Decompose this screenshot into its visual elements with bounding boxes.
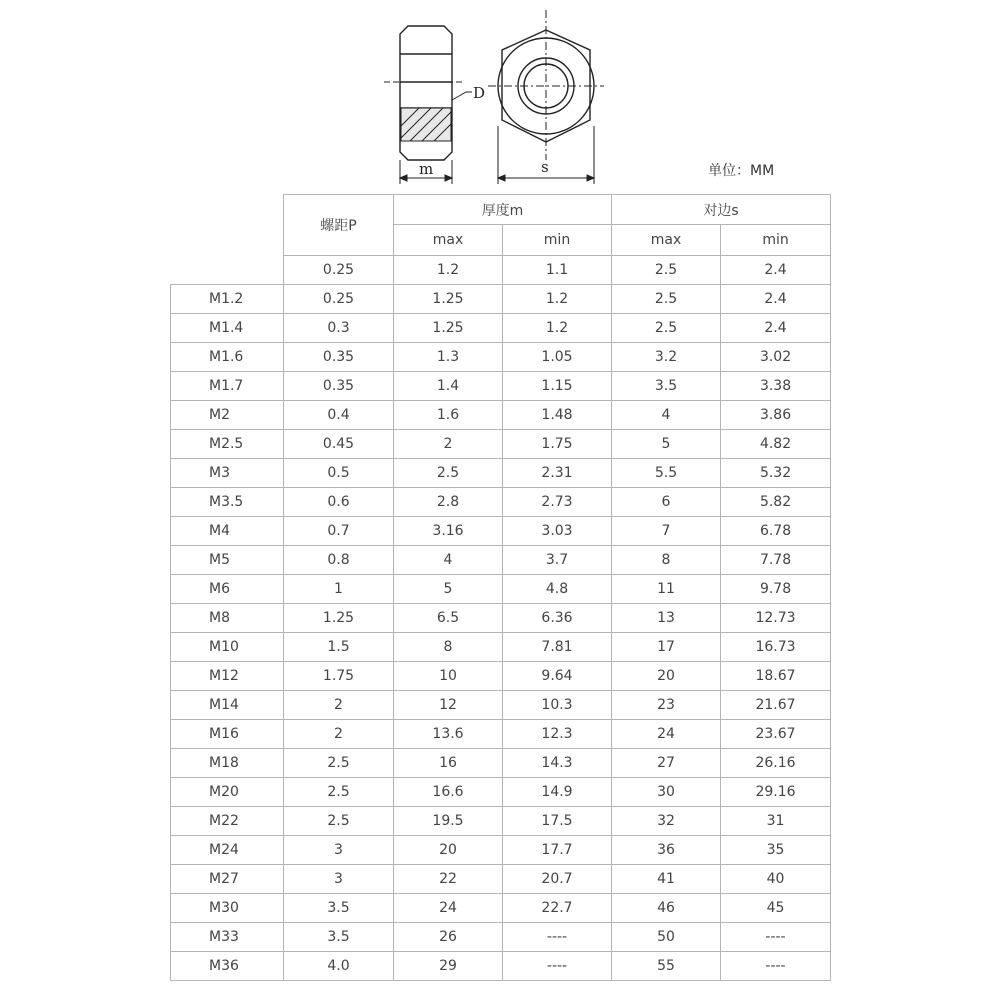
size-cell: M1.7 — [171, 372, 284, 401]
across-flats-max-cell: 11 — [612, 575, 721, 604]
table-row — [171, 343, 831, 372]
table-row — [171, 691, 831, 720]
across-flats-max-cell: 32 — [612, 807, 721, 836]
thickness-min-cell: 1.1 — [503, 256, 612, 285]
across-flats-max-cell: 36 — [612, 836, 721, 865]
thickness-max-cell: 6.5 — [394, 604, 503, 633]
header-thickness: 厚度m — [394, 195, 612, 225]
across-flats-min-cell: 6.78 — [721, 517, 831, 546]
thickness-min-cell: 22.7 — [503, 894, 612, 923]
thickness-max-cell: 16.6 — [394, 778, 503, 807]
across-flats-max-cell: 23 — [612, 691, 721, 720]
thickness-max-cell: 22 — [394, 865, 503, 894]
pitch-cell: 0.3 — [284, 314, 394, 343]
pitch-cell: 4.0 — [284, 952, 394, 981]
across-flats-min-cell: ---- — [721, 952, 831, 981]
thickness-min-cell: ---- — [503, 952, 612, 981]
thickness-min-cell: 2.31 — [503, 459, 612, 488]
thickness-min-cell: 9.64 — [503, 662, 612, 691]
across-flats-min-cell: 40 — [721, 865, 831, 894]
thickness-max-cell: 19.5 — [394, 807, 503, 836]
table-row — [171, 430, 831, 459]
thickness-max-cell: 2.8 — [394, 488, 503, 517]
pitch-cell: 3.5 — [284, 894, 394, 923]
header-m-max: max — [394, 225, 503, 256]
header-pitch: 螺距P — [284, 195, 394, 256]
table-row — [171, 894, 831, 923]
pitch-cell: 1.25 — [284, 604, 394, 633]
thickness-max-cell: 29 — [394, 952, 503, 981]
table-row — [171, 314, 831, 343]
pitch-cell: 3.5 — [284, 923, 394, 952]
size-cell: M1.4 — [171, 314, 284, 343]
across-flats-min-cell: 45 — [721, 894, 831, 923]
thickness-min-cell: 1.48 — [503, 401, 612, 430]
pitch-cell: 2 — [284, 691, 394, 720]
across-flats-min-cell: 23.67 — [721, 720, 831, 749]
nut-spec-table — [170, 194, 831, 981]
size-cell: M12 — [171, 662, 284, 691]
size-cell: M30 — [171, 894, 284, 923]
table-row — [171, 459, 831, 488]
thickness-max-cell: 10 — [394, 662, 503, 691]
pitch-cell: 0.35 — [284, 372, 394, 401]
pitch-cell: 0.25 — [284, 256, 394, 285]
header-across-flats: 对边s — [612, 195, 831, 225]
thickness-max-cell: 2 — [394, 430, 503, 459]
thickness-max-cell: 1.6 — [394, 401, 503, 430]
label-m: m — [419, 160, 434, 178]
across-flats-max-cell: 55 — [612, 952, 721, 981]
thickness-min-cell: 17.5 — [503, 807, 612, 836]
thickness-min-cell: 14.3 — [503, 749, 612, 778]
table-row — [171, 575, 831, 604]
across-flats-min-cell: 3.86 — [721, 401, 831, 430]
across-flats-min-cell: 3.38 — [721, 372, 831, 401]
thickness-min-cell: 10.3 — [503, 691, 612, 720]
pitch-cell: 3 — [284, 836, 394, 865]
across-flats-min-cell: 5.82 — [721, 488, 831, 517]
across-flats-max-cell: 2.5 — [612, 285, 721, 314]
size-cell: M3.5 — [171, 488, 284, 517]
table-row — [171, 807, 831, 836]
table-row — [171, 488, 831, 517]
across-flats-min-cell: 18.67 — [721, 662, 831, 691]
thickness-max-cell: 1.25 — [394, 285, 503, 314]
across-flats-min-cell: 21.67 — [721, 691, 831, 720]
size-cell: M4 — [171, 517, 284, 546]
table-row — [171, 952, 831, 981]
size-cell: M22 — [171, 807, 284, 836]
thickness-max-cell: 24 — [394, 894, 503, 923]
thickness-max-cell: 26 — [394, 923, 503, 952]
thickness-max-cell: 4 — [394, 546, 503, 575]
pitch-cell: 0.35 — [284, 343, 394, 372]
pitch-cell: 2.5 — [284, 807, 394, 836]
size-cell: M2 — [171, 401, 284, 430]
thickness-min-cell: 14.9 — [503, 778, 612, 807]
across-flats-min-cell: 31 — [721, 807, 831, 836]
section-hatch — [401, 108, 451, 141]
thickness-min-cell: 3.7 — [503, 546, 612, 575]
thickness-max-cell: 1.4 — [394, 372, 503, 401]
table-row — [171, 633, 831, 662]
header-s-min: min — [721, 225, 831, 256]
across-flats-min-cell: 9.78 — [721, 575, 831, 604]
thickness-min-cell: 12.3 — [503, 720, 612, 749]
pitch-cell: 0.4 — [284, 401, 394, 430]
size-cell: M27 — [171, 865, 284, 894]
table-body — [171, 256, 831, 981]
across-flats-max-cell: 50 — [612, 923, 721, 952]
across-flats-max-cell: 41 — [612, 865, 721, 894]
header-blank-cell — [171, 195, 284, 256]
across-flats-min-cell: 12.73 — [721, 604, 831, 633]
table-row — [171, 836, 831, 865]
across-flats-max-cell: 5 — [612, 430, 721, 459]
across-flats-max-cell: 30 — [612, 778, 721, 807]
across-flats-max-cell: 13 — [612, 604, 721, 633]
pitch-cell: 0.25 — [284, 285, 394, 314]
thickness-max-cell: 13.6 — [394, 720, 503, 749]
across-flats-min-cell: 29.16 — [721, 778, 831, 807]
size-cell: M16 — [171, 720, 284, 749]
size-cell: M10 — [171, 633, 284, 662]
size-cell: M3 — [171, 459, 284, 488]
table-row — [171, 865, 831, 894]
table-row — [171, 923, 831, 952]
pitch-cell: 2.5 — [284, 778, 394, 807]
pitch-cell: 2.5 — [284, 749, 394, 778]
across-flats-min-cell: ---- — [721, 923, 831, 952]
table-row — [171, 604, 831, 633]
across-flats-min-cell: 35 — [721, 836, 831, 865]
size-cell: M20 — [171, 778, 284, 807]
unit-label: 单位：MM — [708, 163, 775, 179]
thickness-min-cell: 1.05 — [503, 343, 612, 372]
thickness-min-cell: 1.15 — [503, 372, 612, 401]
table-row — [171, 662, 831, 691]
across-flats-min-cell: 5.32 — [721, 459, 831, 488]
pitch-cell: 0.8 — [284, 546, 394, 575]
table-row — [171, 749, 831, 778]
across-flats-max-cell: 17 — [612, 633, 721, 662]
pitch-cell: 2 — [284, 720, 394, 749]
across-flats-max-cell: 2.5 — [612, 314, 721, 343]
thickness-min-cell: 6.36 — [503, 604, 612, 633]
table-row — [171, 256, 831, 285]
pitch-cell: 0.6 — [284, 488, 394, 517]
pitch-cell: 3 — [284, 865, 394, 894]
thickness-max-cell: 1.3 — [394, 343, 503, 372]
header-s-max: max — [612, 225, 721, 256]
pitch-cell: 1 — [284, 575, 394, 604]
across-flats-max-cell: 6 — [612, 488, 721, 517]
table-row — [171, 401, 831, 430]
across-flats-max-cell: 46 — [612, 894, 721, 923]
across-flats-max-cell: 5.5 — [612, 459, 721, 488]
table-row — [171, 372, 831, 401]
thickness-max-cell: 20 — [394, 836, 503, 865]
label-d: D — [473, 84, 486, 102]
thickness-max-cell: 16 — [394, 749, 503, 778]
pitch-cell: 0.7 — [284, 517, 394, 546]
size-cell: M18 — [171, 749, 284, 778]
thickness-min-cell: 1.2 — [503, 285, 612, 314]
thickness-max-cell: 1.25 — [394, 314, 503, 343]
across-flats-min-cell: 7.78 — [721, 546, 831, 575]
size-cell — [171, 256, 284, 285]
thickness-min-cell: 1.75 — [503, 430, 612, 459]
thickness-max-cell: 5 — [394, 575, 503, 604]
size-cell: M6 — [171, 575, 284, 604]
thickness-max-cell: 2.5 — [394, 459, 503, 488]
across-flats-max-cell: 20 — [612, 662, 721, 691]
thickness-min-cell: 1.2 — [503, 314, 612, 343]
header-m-min: min — [503, 225, 612, 256]
across-flats-min-cell: 2.4 — [721, 285, 831, 314]
across-flats-max-cell: 2.5 — [612, 256, 721, 285]
thickness-max-cell: 3.16 — [394, 517, 503, 546]
table-row — [171, 778, 831, 807]
size-cell: M36 — [171, 952, 284, 981]
thickness-min-cell: 20.7 — [503, 865, 612, 894]
size-cell: M1.2 — [171, 285, 284, 314]
across-flats-min-cell: 4.82 — [721, 430, 831, 459]
across-flats-min-cell: 16.73 — [721, 633, 831, 662]
thickness-min-cell: 3.03 — [503, 517, 612, 546]
pitch-cell: 1.75 — [284, 662, 394, 691]
across-flats-min-cell: 2.4 — [721, 314, 831, 343]
size-cell: M24 — [171, 836, 284, 865]
size-cell: M8 — [171, 604, 284, 633]
size-cell: M1.6 — [171, 343, 284, 372]
across-flats-max-cell: 7 — [612, 517, 721, 546]
thickness-max-cell: 12 — [394, 691, 503, 720]
thickness-min-cell: 2.73 — [503, 488, 612, 517]
across-flats-min-cell: 2.4 — [721, 256, 831, 285]
size-cell: M33 — [171, 923, 284, 952]
pitch-cell: 1.5 — [284, 633, 394, 662]
thickness-min-cell: 7.81 — [503, 633, 612, 662]
across-flats-max-cell: 8 — [612, 546, 721, 575]
across-flats-min-cell: 3.02 — [721, 343, 831, 372]
pitch-cell: 0.5 — [284, 459, 394, 488]
thickness-min-cell: ---- — [503, 923, 612, 952]
across-flats-max-cell: 3.2 — [612, 343, 721, 372]
thickness-max-cell: 8 — [394, 633, 503, 662]
hex-nut-drawing — [380, 6, 620, 186]
size-cell: M5 — [171, 546, 284, 575]
nut-front-view — [488, 10, 604, 160]
across-flats-max-cell: 27 — [612, 749, 721, 778]
across-flats-max-cell: 24 — [612, 720, 721, 749]
table-row — [171, 546, 831, 575]
across-flats-max-cell: 3.5 — [612, 372, 721, 401]
table-row — [171, 517, 831, 546]
label-s: s — [541, 158, 549, 176]
thickness-max-cell: 1.2 — [394, 256, 503, 285]
across-flats-min-cell: 26.16 — [721, 749, 831, 778]
size-cell: M14 — [171, 691, 284, 720]
across-flats-max-cell: 4 — [612, 401, 721, 430]
thickness-min-cell: 17.7 — [503, 836, 612, 865]
size-cell: M2.5 — [171, 430, 284, 459]
header-row — [171, 195, 831, 225]
thickness-min-cell: 4.8 — [503, 575, 612, 604]
table-row — [171, 720, 831, 749]
pitch-cell: 0.45 — [284, 430, 394, 459]
table-row — [171, 285, 831, 314]
